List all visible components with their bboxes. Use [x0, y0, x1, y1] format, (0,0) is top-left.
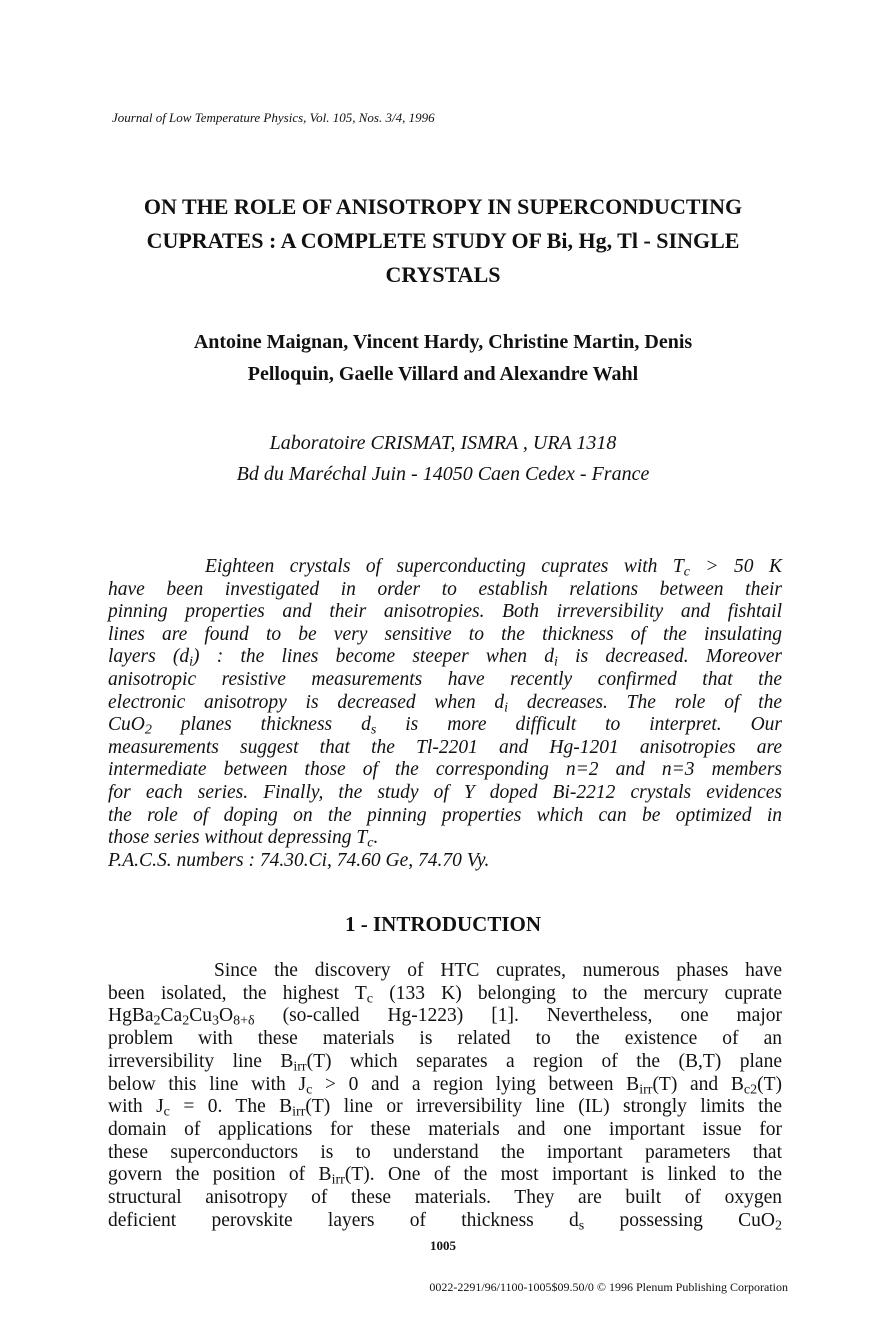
body-line: with $J_c = 0$. The $B_{irr}(T)$ line or irreversibility line (IL) strongly limits the: [108, 1096, 782, 1120]
author-line: Pelloquin, Gaelle Villard and Alexandre Wahl: [247, 363, 639, 385]
abstract-line: electronic anisotropy is decreased when $d_i$ decreases. The role of the: [108, 691, 782, 716]
paper-title: [100, 190, 786, 292]
author-line: Antoine Maignan, Vincent Hardy, Christine Martin, Denis: [193, 331, 693, 353]
abstract-line: intermediate between those of the corresponding n=2 and n=3 members: [108, 759, 782, 781]
copyright-footer: 0022-2291/96/1100-1005$09.50/0 © 1996 Plenum Publishing Corporation: [429, 1280, 788, 1294]
introduction-body: [108, 960, 782, 1232]
abstract-line: Eighteen crystals of superconducting cuprates with $T_c > 50$ K: [205, 556, 783, 580]
affiliation: [100, 428, 786, 490]
title-line: ON THE ROLE OF ANISOTROPY IN SUPERCONDUCTING: [143, 194, 743, 219]
abstract-line: those series without depressing $T_c$.: [108, 827, 379, 851]
abstract-line: have been investigated in order to establish relations between their: [108, 578, 782, 600]
abstract: [108, 556, 782, 872]
body-line: Since the discovery of HTC cuprates, numerous phases have: [214, 960, 782, 981]
body-line: been isolated, the highest $T_c$ (133 K) belonging to the mercury cuprate: [108, 982, 782, 1007]
abstract-line: layers $(d_i)$ : the lines become steeper when $d_i$ is decreased. Moreover: [108, 646, 782, 670]
body-line: irreversibility line $B_{irr}(T)$ which separates a region of the (B,T) plane: [108, 1050, 782, 1075]
body-line: structural anisotropy of these materials. They are built of oxygen: [108, 1187, 782, 1209]
section-heading: 1 - INTRODUCTION: [344, 912, 541, 936]
body-line: govern the position of $B_{irr}(T)$. One of the most important is linked to the: [108, 1164, 782, 1188]
abstract-line: pinning properties and their anisotropies. Both irreversibility and fishtail: [108, 601, 782, 623]
body-line: deficient perovskite layers of thickness $d_s$ possessing CuO$_2$: [108, 1209, 782, 1234]
abstract-line: CuO$_2$ planes thickness $d_s$ is more difficult to interpret. Our: [108, 714, 782, 738]
abstract-line: for each series. Finally, the study of Y doped Bi-2212 crystals evidences: [108, 781, 782, 803]
abstract-line: the role of doping on the pinning properties which can be optimized in: [108, 804, 782, 826]
journal-header: Journal of Low Temperature Physics, Vol. 105, Nos. 3/4, 1996: [112, 110, 435, 125]
body-line: below this line with $J_c > 0$ and a region lying between $B_{irr}(T)$ and $B_{c2}(T)$: [108, 1073, 783, 1098]
affiliation-line: Laboratoire CRISMAT, ISMRA , URA 1318: [269, 432, 617, 454]
abstract-line: measurements suggest that the Tl-2201 and Hg-1201 anisotropies are: [108, 736, 782, 758]
title-line: CUPRATES : A COMPLETE STUDY OF Bi, Hg, Tl - SINGLE: [146, 228, 740, 253]
abstract-line: anisotropic resistive measurements have recently confirmed that the: [108, 668, 782, 690]
body-line: domain of applications for these materials and one important issue for: [108, 1118, 782, 1140]
affiliation-line: Bd du Maréchal Juin - 14050 Caen Cedex - France: [236, 463, 650, 485]
page-number: 1005: [430, 1238, 456, 1253]
pacs-numbers: P.A.C.S. numbers : 74.30.Ci, 74.60 Ge, 74.70 Vy.: [108, 849, 490, 871]
author-list: [100, 326, 786, 390]
abstract-line: lines are found to be very sensitive to the thickness of the insulating: [108, 623, 782, 645]
body-line: problem with these materials is related to the existence of an: [108, 1028, 782, 1050]
body-line: these superconductors is to understand the important parameters that: [108, 1141, 782, 1163]
title-line: CRYSTALS: [385, 262, 501, 287]
body-line: $HgBa_2Ca_2Cu_3O_{8+\delta}$ (so-called Hg-1223) [1]. Nevertheless, one major: [108, 1005, 782, 1029]
